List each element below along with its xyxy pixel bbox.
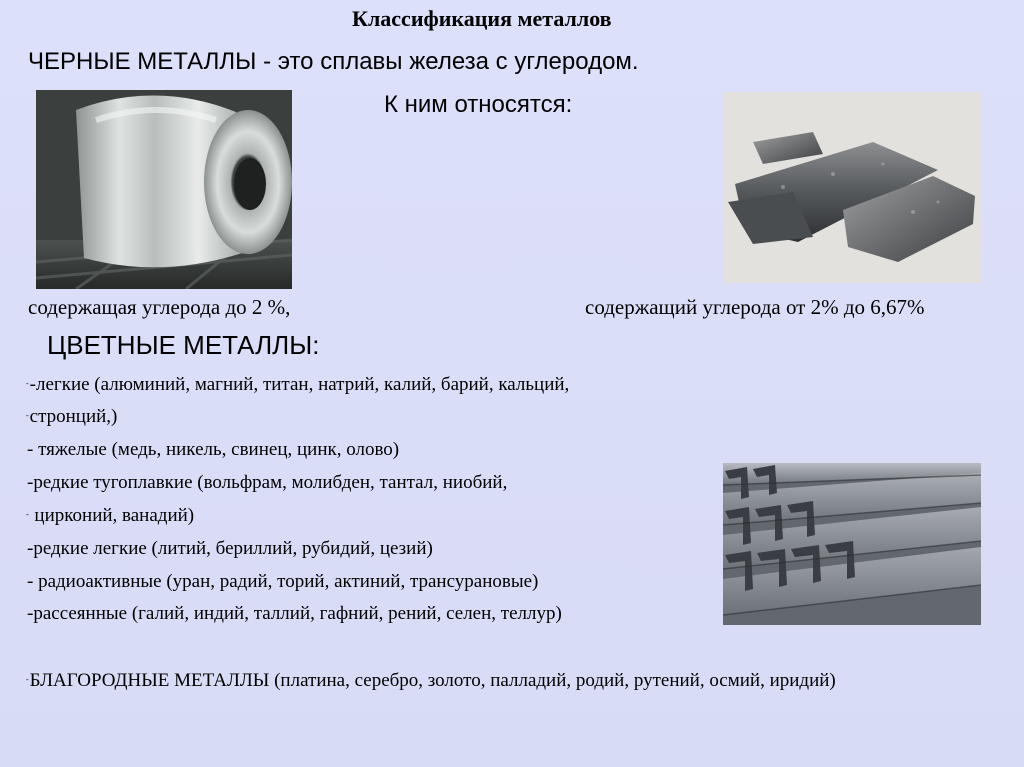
list-item-text: -редкие тугоплавкие (вольфрам, молибден, тантал, ниобий,	[27, 472, 508, 493]
list-bullet: -	[26, 379, 29, 388]
nonferrous-item-scattered	[26, 604, 562, 623]
list-item-text: стронций,)	[29, 406, 118, 427]
nonferrous-item-light-cont	[26, 407, 117, 426]
list-bullet: -	[26, 675, 29, 684]
noble-metals-line	[26, 671, 836, 690]
cast-iron-ingots-image	[723, 92, 982, 283]
list-item-text: -рассеянные (галий, индий, таллий, гафний, рений, селен, теллур)	[27, 603, 562, 624]
list-item-text: цирконий, ванадий)	[29, 505, 195, 526]
list-item-text: -легкие (алюминий, магний, титан, натрий, калий, барий, кальций,	[29, 374, 570, 395]
list-bullet: -	[26, 411, 29, 420]
ferrous-includes-label: К ним относятся:	[384, 91, 573, 118]
nonferrous-metals-heading: ЦВЕТНЫЕ МЕТАЛЛЫ:	[47, 330, 320, 360]
steel-caption: содержащая углерода до 2 %,	[28, 295, 291, 319]
slide-title: Классификация металлов	[352, 6, 612, 31]
nonferrous-item-light	[26, 375, 569, 394]
list-item-text: -редкие легкие (литий, бериллий, рубидий, цезий)	[27, 538, 433, 559]
list-bullet: -	[26, 510, 29, 519]
list-item-text: - тяжелые (медь, никель, свинец, цинк, олово)	[27, 439, 400, 460]
list-item-text: - радиоактивные (уран, радий, торий, актиний, трансурановые)	[27, 571, 539, 592]
ferrous-metals-heading: ЧЕРНЫЕ МЕТАЛЛЫ - это сплавы железа с углеродом.	[28, 48, 639, 75]
steel-channels-image	[723, 463, 981, 625]
nonferrous-item-refractory-cont	[26, 506, 194, 525]
steel-coil-image	[36, 90, 292, 289]
nonferrous-item-radioactive	[26, 572, 538, 591]
nonferrous-item-refractory	[26, 473, 507, 492]
nonferrous-item-rare-light	[26, 539, 433, 558]
nonferrous-item-heavy	[26, 440, 399, 459]
noble-metals-text: БЛАГОРОДНЫЕ МЕТАЛЛЫ (платина, серебро, золото, палладий, родий, рутений, осмий, иридий)	[29, 670, 836, 691]
cast-iron-caption: содержащий углерода от 2% до 6,67%	[585, 295, 925, 319]
